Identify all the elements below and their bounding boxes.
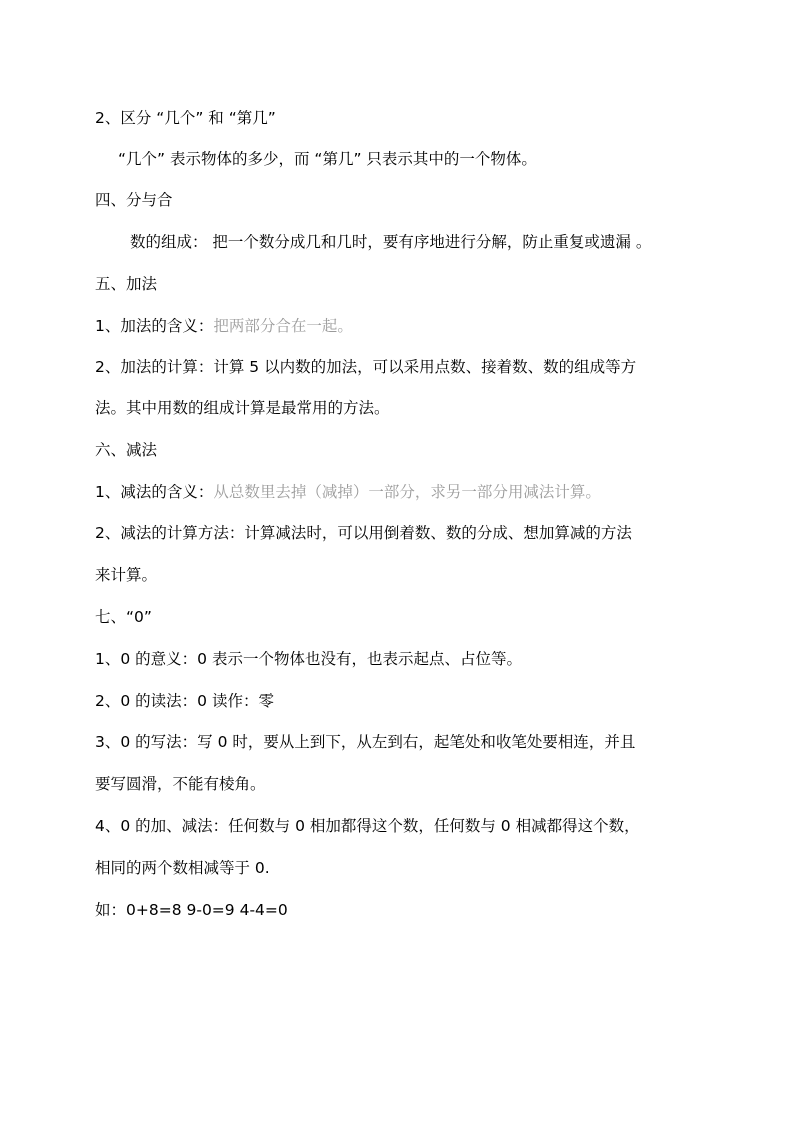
paragraph-distinguish-explanation: “几个” 表示物体的多少，而 “第几” 只表示其中的一个物体。 <box>118 150 537 168</box>
zero-writing-line-1: 3、0 的写法：写 0 时，要从上到下，从左到右，起笔处和收笔处要相连，并且 <box>95 733 636 751</box>
section-heading-distinguish: 2、区分 “几个” 和 “第几” <box>95 109 276 127</box>
addition-meaning-text: 把两部分合在一起。 <box>213 317 353 335</box>
zero-add-sub-line-1: 4、0 的加、减法：任何数与 0 相加都得这个数，任何数与 0 相减都得这个数， <box>95 817 640 835</box>
zero-meaning-line: 1、0 的意义：0 表示一个物体也没有，也表示起点、占位等。 <box>95 650 522 668</box>
zero-reading-line: 2、0 的读法：0 读作：零 <box>95 692 274 710</box>
paragraph-composition: 数的组成： 把一个数分成几和几时，要有序地进行分解，防止重复或遗漏 。 <box>130 233 652 251</box>
subtraction-calc-line-1: 2、减法的计算方法：计算减法时，可以用倒着数、数的分成、想加算减的方法 <box>95 524 632 542</box>
addition-meaning-label: 1、加法的含义： <box>95 317 214 335</box>
subtraction-meaning-line <box>95 481 601 503</box>
addition-calc-line-1: 2、加法的计算：计算 5 以内数的加法，可以采用点数、接着数、数的组成等方 <box>95 358 637 376</box>
subtraction-meaning-text: 从总数里去掉（减掉）一部分，求另一部分用减法计算。 <box>213 483 601 501</box>
zero-examples-line: 如：0+8=8 9-0=9 4-4=0 <box>95 901 288 919</box>
section-heading-6: 六、减法 <box>95 441 158 459</box>
addition-calc-line-2: 法。其中用数的组成计算是最常用的方法。 <box>95 399 390 417</box>
zero-writing-line-2: 要写圆滑，不能有棱角。 <box>95 775 266 793</box>
section-heading-7: 七、“0” <box>95 608 152 626</box>
zero-add-sub-line-2: 相同的两个数相减等于 0. <box>95 859 270 877</box>
section-heading-5: 五、加法 <box>95 275 158 293</box>
subtraction-calc-line-2: 来计算。 <box>95 566 158 584</box>
section-heading-4: 四、分与合 <box>95 191 173 209</box>
addition-meaning-line <box>95 315 353 337</box>
subtraction-meaning-label: 1、减法的含义： <box>95 483 214 501</box>
